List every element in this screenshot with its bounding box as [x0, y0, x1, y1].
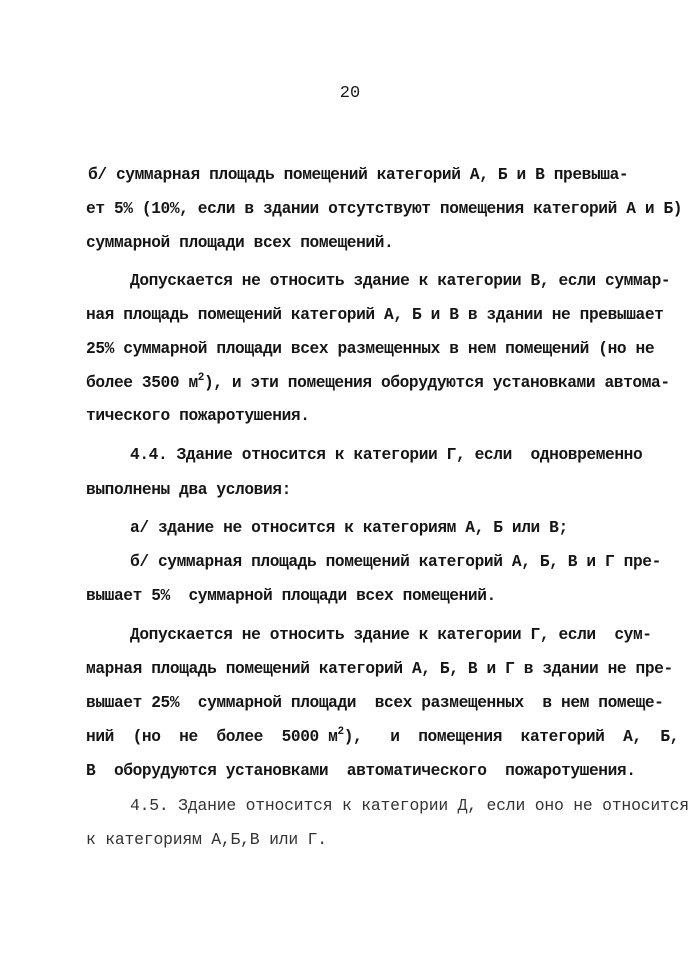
text-line-7-after: ), и эти помещения оборудуются установками автома-: [203, 374, 670, 392]
text-line-6: 25% суммарной площади всех размещенных в нем помещений (но не: [86, 340, 655, 358]
text-line-1: б/ суммарная площадь помещений категорий А, Б и В превыша-: [88, 166, 629, 184]
text-line-2: ет 5% (10%, если в здании отсутствуют помещения категорий А и Б): [86, 200, 683, 218]
text-line-18: В оборудуются установками автоматического пожаротушения.: [86, 762, 636, 780]
text-line-17-before: ний (но не более 5000 м: [86, 728, 338, 746]
text-line-20: к категориям А,Б,В или Г.: [86, 830, 327, 849]
text-line-7-before: более 3500 м: [86, 374, 198, 392]
text-line-11: а/ здание не относится к категориям А, Б или В;: [130, 519, 568, 537]
text-line-8: тического пожаротушения.: [86, 407, 310, 425]
text-line-10: выполнены два условия:: [86, 481, 291, 499]
text-line-12: б/ суммарная площадь помещений категорий А, Б, В и Г пре-: [130, 553, 661, 571]
text-line-16: вышает 25% суммарной площади всех размещенных в нем помеще-: [86, 694, 664, 712]
page-number: 20: [339, 84, 361, 103]
text-line-15: марная площадь помещений категорий А, Б, В и Г в здании не пре-: [86, 660, 673, 678]
text-line-3: суммарной площади всех помещений.: [86, 234, 394, 252]
text-line-4: Допускается не относить здание к категории В, если суммар-: [130, 272, 671, 290]
text-line-5: ная площадь помещений категорий А, Б и В в здании не превышает: [86, 306, 664, 324]
text-line-17-after: ), и помещения категорий А, Б,: [343, 728, 679, 746]
text-line-17: [86, 727, 679, 749]
superscript-two: 2: [197, 372, 204, 384]
superscript-two: 2: [337, 726, 344, 738]
text-line-19: 4.5. Здание относится к категории Д, если оно не относится: [130, 796, 689, 815]
text-line-9: 4.4. Здание относится к категории Г, если одновременно: [130, 446, 643, 464]
text-line-13: вышает 5% суммарной площади всех помещений.: [86, 587, 496, 605]
text-line-14: Допускается не относить здание к категории Г, если сум-: [130, 626, 652, 644]
text-line-7: [86, 373, 670, 395]
